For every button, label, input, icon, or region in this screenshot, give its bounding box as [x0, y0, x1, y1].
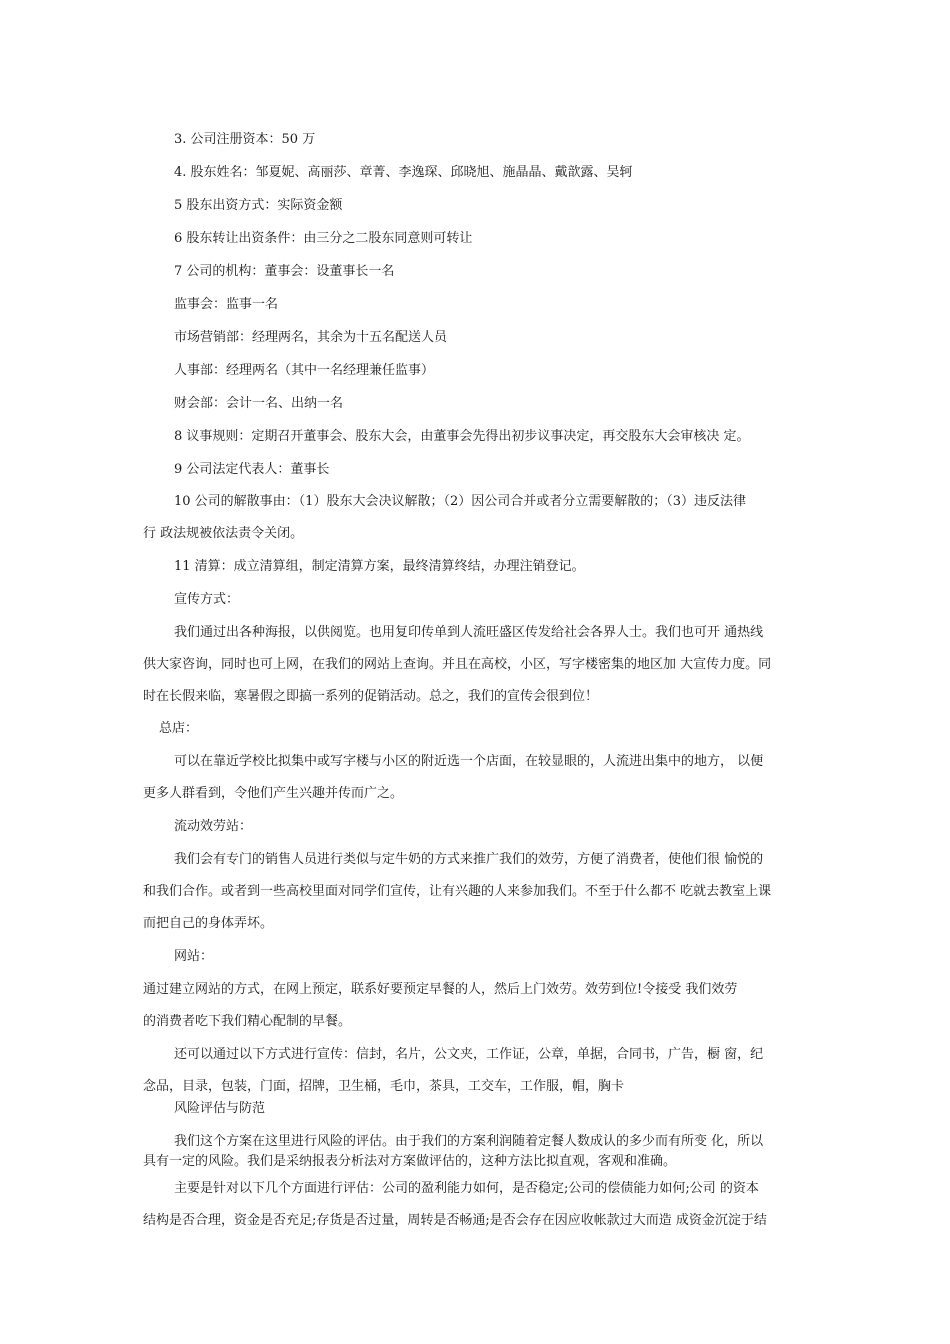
text-line: 还可以通过以下方式进行宣传：信封，名片，公文夹，工作证，公章，单据，合同书，广告，橱 窗，纪: [174, 1047, 764, 1062]
text-line: 3. 公司注册资本：50 万: [174, 132, 316, 147]
text-line: 7 公司的机构：董事会：设董事长一名: [174, 264, 395, 279]
text-line: 4. 股东姓名：邹夏妮、高丽莎、章菁、李逸琛、邱晓旭、施晶晶、戴歆露、吴轲: [174, 165, 633, 180]
text-line: 我们通过出各种海报，以供阅览。也用复印传单到人流旺盛区传发给社会各界人士。我们也可开 通热线: [174, 625, 764, 640]
text-line: 10 公司的解散事由：（1）股东大会决议解散；（2）因公司合并或者分立需要解散的；（3）违反法律: [174, 494, 746, 509]
text-line: 的消费者吃下我们精心配制的早餐。: [143, 1014, 352, 1029]
text-line: 市场营销部：经理两名，其余为十五名配送人员: [174, 330, 448, 345]
section-heading: 总店：: [159, 721, 199, 736]
text-line: 通过建立网站的方式，在网上预定，联系好要预定早餐的人，然后上门效劳。效劳到位!令接受 我们效劳: [143, 982, 738, 997]
text-line: 更多人群看到，令他们产生兴趣并传而广之。: [143, 786, 404, 801]
text-line: 念品，目录，包装，门面，招牌，卫生桶，毛巾，茶具，工交车，工作服，帽，胸卡: [143, 1079, 625, 1094]
section-heading: 网站：: [174, 949, 214, 964]
text-line: 我们会有专门的销售人员进行类似与定牛奶的方式来推广我们的效劳，方便了消费者，使他们很 愉悦的: [174, 852, 764, 867]
text-line: 人事部：经理两名（其中一名经理兼任监事）: [174, 363, 435, 378]
text-line: 6 股东转让出资条件：由三分之二股东同意则可转让: [174, 231, 473, 246]
section-heading: 宣传方式：: [174, 592, 240, 607]
text-line: 主要是针对以下几个方面进行评估：公司的盈利能力如何，是否稳定;公司的偿债能力如何;公司 的资本: [174, 1181, 759, 1196]
text-line: 时在长假来临，寒暑假之即搞一系列的促销活动。总之，我们的宣传会很到位！: [143, 689, 599, 704]
text-line: 我们这个方案在这里进行风险的评估。由于我们的方案利润随着定餐人数成认的多少而有所变 化，所以: [174, 1134, 764, 1149]
text-line: 和我们合作。或者到一些高校里面对同学们宣传，让有兴趣的人来参加我们。不至于什么都不 吃就去教室上课: [143, 884, 772, 899]
text-line: 行 政法规被依法责令关闭。: [143, 526, 304, 541]
section-heading: 流动效劳站：: [174, 819, 253, 834]
text-line: 5 股东出资方式：实际资金额: [174, 198, 343, 213]
text-line: 11 清算：成立清算组，制定清算方案，最终清算终结，办理注销登记。: [174, 559, 585, 574]
section-heading: 风险评估与防范: [174, 1101, 266, 1116]
text-line: 而把自己的身体弄坏。: [143, 916, 274, 931]
text-line: 可以在靠近学校比拟集中或写字楼与小区的附近选一个店面，在较显眼的，人流进出集中的地方， 以便: [174, 754, 764, 769]
text-line: 具有一定的风险。我们是采纳报表分析法对方案做评估的，这种方法比拟直观，客观和准确。: [143, 1154, 677, 1169]
text-line: 供大家咨询，同时也可上网，在我们的网站上查询。并且在高校，小区，写字楼密集的地区加 大宣传力度。同: [143, 657, 772, 672]
text-line: 财会部：会计一名、出纳一名: [174, 396, 344, 411]
text-line: 9 公司法定代表人：董事长: [174, 462, 330, 477]
text-line: 监事会：监事一名: [174, 297, 279, 312]
text-line: 结构是否合理，资金是否充足;存货是否过量，周转是否畅通;是否会存在因应收帐款过大而造 成资金沉淀于结: [143, 1213, 767, 1228]
text-line: 8 议事规则：定期召开董事会、股东大会，由董事会先得出初步议事决定，再交股东大会审核决 定。: [174, 429, 750, 444]
